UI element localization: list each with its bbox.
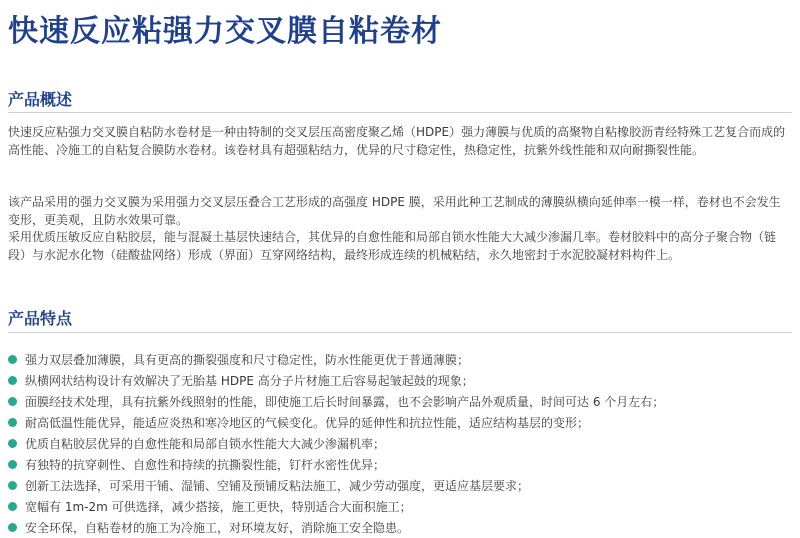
feature-text: 强力双层叠加薄膜，具有更高的撕裂强度和尺寸稳定性，防水性能更优于普通薄膜； xyxy=(25,353,470,367)
overview-divider xyxy=(8,112,792,113)
list-item xyxy=(8,349,792,370)
overview-heading: 产品概述 xyxy=(8,90,73,109)
list-item xyxy=(8,517,792,538)
list-item xyxy=(8,391,792,412)
list-item xyxy=(8,475,792,496)
features-divider xyxy=(8,332,792,333)
features-heading: 产品特点 xyxy=(8,309,73,328)
bullet-dot-icon xyxy=(8,481,17,490)
page-title: 快速反应粘强力交叉膜自粘卷材 xyxy=(8,14,442,49)
bullet-dot-icon xyxy=(8,460,17,469)
feature-text: 耐高低温性能优异，能适应炎热和寒冷地区的气候变化。优异的延伸性和抗拉性能，适应结构基层的变形； xyxy=(25,416,590,430)
bullet-dot-icon xyxy=(8,355,17,364)
bullet-dot-icon xyxy=(8,439,17,448)
feature-text: 有独特的抗穿刺性、自愈性和持续的抗撕裂性能，钉杆水密性优异； xyxy=(25,458,386,472)
features-list xyxy=(8,349,792,538)
list-item xyxy=(8,370,792,391)
bullet-dot-icon xyxy=(8,376,17,385)
bullet-dot-icon xyxy=(8,502,17,511)
feature-text: 优质自粘胶层优异的自愈性能和局部自锁水性能大大减少渗漏机率； xyxy=(25,437,386,451)
bullet-dot-icon xyxy=(8,523,17,532)
overview-paragraph-3: 采用优质压敏反应自粘胶层，能与混凝土基层快速结合，其优异的自愈性能和局部自锁水性能大大减少渗漏几率。卷材胶料中的高分子聚合物（链段）与水泥水化物（硅酸盐网络）形成（界面）互穿网络结构，最终形成连续的机械粘结，永久地密封于水泥胶凝材料构件上。 xyxy=(8,230,777,262)
overview-paragraph-1: 快速反应粘强力交叉膜自粘防水卷材是一种由特制的交叉层压高密度聚乙烯（HDPE）强力薄膜与优质的高聚物自粘橡胶沥青经特殊工艺复合而成的高性能、冷施工的自粘复合膜防水卷材。该卷材具有超强粘结力，优异的尺寸稳定性，热稳定性，抗紫外线性能和双向耐撕裂性能。 xyxy=(8,125,786,157)
list-item xyxy=(8,496,792,517)
feature-text: 宽幅有 1m-2m 可供选择，减少搭接，施工更快，特别适合大面积施工； xyxy=(25,500,412,514)
overview-paragraph-2: 该产品采用的强力交叉膜为采用强力交叉层压叠合工艺形成的高强度 HDPE 膜，采用此种工艺制成的薄膜纵横向延伸率一模一样，卷材也不会发生变形，更美观，且防水效果可靠。 xyxy=(8,195,781,227)
list-item xyxy=(8,454,792,475)
feature-text: 创新工法选择，可采用干铺、湿铺、空铺及预铺反粘法施工，减少劳动强度，更适应基层要求； xyxy=(25,479,530,493)
bullet-dot-icon xyxy=(8,397,17,406)
bullet-dot-icon xyxy=(8,418,17,427)
feature-text: 安全环保，自粘卷材的施工为冷施工，对环境友好，消除施工安全隐患。 xyxy=(25,521,410,535)
feature-text: 纵横网状结构设计有效解决了无胎基 HDPE 高分子片材施工后容易起皱起鼓的现象； xyxy=(25,374,474,388)
list-item xyxy=(8,412,792,433)
list-item xyxy=(8,433,792,454)
feature-text: 面膜经技术处理，具有抗紫外线照射的性能，即使施工后长时间暴露，也不会影响产品外观质量，时间可达 6 个月左右； xyxy=(25,395,665,409)
